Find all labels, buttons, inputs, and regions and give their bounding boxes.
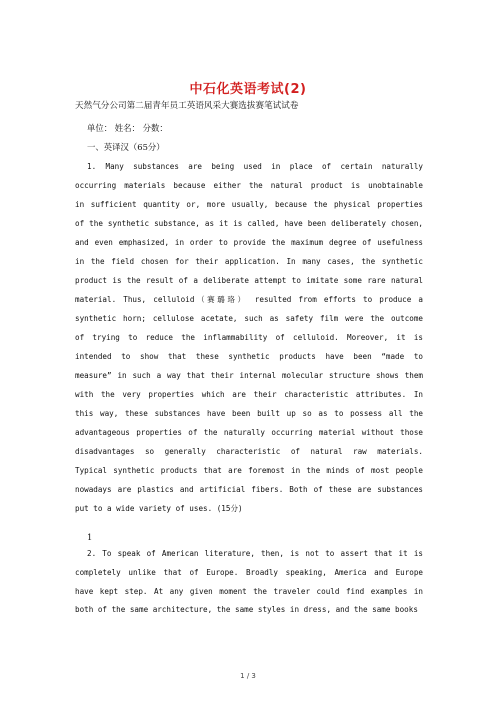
question-1-line: and even emphasized, in order to provide the maximum degree of usefulness	[75, 238, 423, 247]
question-1-line: occurring materials because either the natural product is unobtainable	[75, 181, 423, 190]
question-2-line: have kept step. At any given moment the traveler could find examples in	[75, 586, 423, 596]
question-2-line: both of the same architecture, the same styles in dress, and the same books	[75, 605, 418, 615]
exam-subtitle: 天然气分公司第二届青年员工英语风采大赛选拔赛笔试试卷	[75, 101, 299, 111]
question-1-line: in the field chosen for their application. In many cases, the synthetic	[75, 257, 423, 266]
question-1-line: synthetic horn; cellulose acetate, such as safety film were the outcome	[75, 314, 423, 323]
question-2-line: completely unlike that of Europe. Broadly speaking, America and Europe	[75, 567, 423, 577]
question-1-line: 1. Many substances are being used in place of certain naturally	[87, 162, 423, 171]
question-1-line: advantageous properties of the naturally occurring material without those	[75, 428, 423, 437]
document-title: 中石化英语考试(2)	[189, 82, 307, 97]
question-1-line: of trying to reduce the inflammability of celluloid. Moreover, it is	[75, 333, 423, 342]
question-1-line: with the very properties which are their characteristic attributes. In	[75, 390, 423, 399]
page-number: 1 / 3	[240, 672, 256, 680]
question-1-line: Typical synthetic products that are foremost in the minds of most people	[75, 466, 423, 475]
question-1-line: of the synthetic substance, as it is called, have been deliberately chosen,	[75, 219, 423, 228]
question-1-line: measure” in such a way that their internal molecular structure shows them	[75, 371, 423, 380]
answer-1: 1	[87, 532, 93, 542]
question-1-line: intended to show that these synthetic products have been “made to	[75, 352, 423, 361]
question-1-line: in sufficient quantity or, more usually, because the physical properties	[75, 200, 423, 209]
question-1-line: material. Thus, celluloid（赛璐珞） resulted from efforts to produce a	[75, 295, 423, 304]
question-1-line: disadvantages so generally characteristic of natural raw materials.	[75, 447, 423, 456]
candidate-info-line: 单位： 姓名： 分数：	[87, 123, 168, 133]
question-1-line: nowadays are plastics and artificial fibers. Both of these are substances	[75, 485, 423, 494]
question-1-line: this way, these substances have been built up so as to possess all the	[75, 409, 423, 418]
question-1-line: put to a wide variety of uses. (15分)	[75, 504, 243, 513]
section-heading: 一、英译汉（65分）	[87, 142, 165, 152]
question-1-line: product is the result of a deliberate attempt to imitate some rare natural	[75, 276, 423, 285]
question-2-line: 2. To speak of American literature, then, is not to assert that it is	[87, 549, 423, 558]
